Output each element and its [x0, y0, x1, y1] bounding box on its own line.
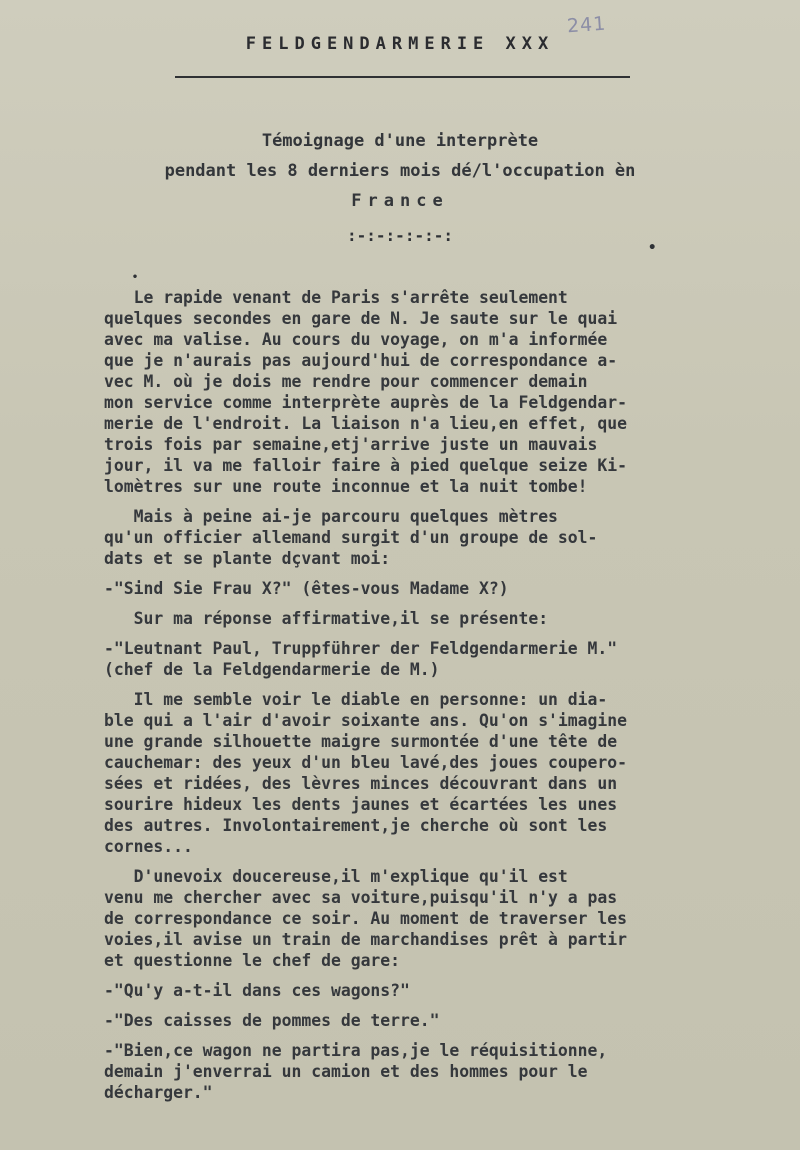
title-line-1: Témoignage d'une interprète: [261, 131, 539, 151]
title-line-2: pendant les 8 derniers mois dé/l'occupation èn: [164, 161, 636, 181]
title-separator: :-:-:-:-:-:: [347, 226, 453, 245]
document-title: [0, 126, 800, 216]
dialogue-line: -"Des caisses de pommes de terre.": [104, 1011, 440, 1030]
paragraph: Mais à peine ai-je parcouru quelques mètres qu'un officier allemand surgit d'un groupe de sol- dats et se plante dçvant moi:: [104, 507, 598, 568]
document-header: FELDGENDARMERIE XXX: [245, 34, 555, 54]
paragraph: Le rapide venant de Paris s'arrête seulement quelques secondes en gare de N. Je saute sur le quai avec ma valise. Au cours du voyage, on m'a informée que je n'aurais pas aujourd'hui de correspondance a- vec M. où je dois me rendre pour commencer demain mon service comme interprète auprès de la Feldgendar- merie de l'endroit. La liaison n'a lieu,en effet, que trois fois par semaine,etj'arrive juste un mauvais jour, il va me falloir faire à pied quelque seize Ki- lomètres sur une route inconnue et la nuit tombe!: [104, 288, 628, 496]
dialogue-line: -"Qu'y a-t-il dans ces wagons?": [104, 981, 410, 1000]
paragraph: Il me semble voir le diable en personne: un dia- ble qui a l'air d'avoir soixante ans. Qu'on s'imagine une grande silhouette maigre surmontée d'une tête de cauchemar: des yeux d'un bleu lavé,des joues coupero- sées et ridées, des lèvres minces découvrant dans un sourire hideux les dents jaunes et écartées les unes des autres. Involontairement,je cherche où sont les cornes...: [104, 690, 628, 856]
paragraph: D'unevoix doucereuse,il m'explique qu'il est venu me chercher avec sa voiture,puisqu'il n'y a pas de correspondance ce soir. Au moment de traverser les voies,il avise un train de marchandises prêt à partir et questionne le chef de gare:: [104, 867, 628, 970]
handwritten-page-number: 241: [566, 12, 607, 38]
dialogue-line: -"Leutnant Paul, Truppführer der Feldgendarmerie M." (chef de la Feldgendarmerie de M.): [104, 639, 618, 679]
dialogue-line: -"Bien,ce wagon ne partira pas,je le réquisitionne, demain j'enverrai un camion et des hommes pour le décharger.": [104, 1041, 608, 1102]
paragraph: Sur ma réponse affirmative,il se présente:: [104, 609, 549, 628]
header-underline: [175, 76, 630, 78]
document-body: [104, 287, 764, 1112]
ink-dot-right: •: [648, 240, 657, 256]
title-line-3: France: [351, 191, 449, 211]
ink-dot-left: •: [132, 272, 139, 283]
dialogue-line: -"Sind Sie Frau X?" (êtes-vous Madame X?): [104, 579, 509, 598]
